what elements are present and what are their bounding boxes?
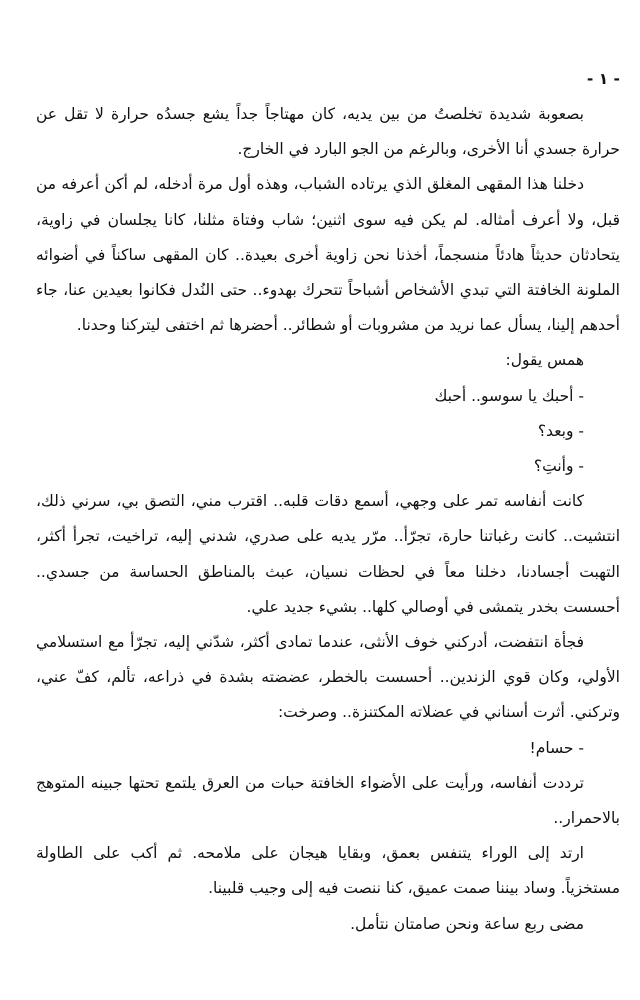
paragraph: دخلنا هذا المقهى المغلق الذي يرتاده الشباب، وهذه أول مرة أدخله، لم أكن أعرفه من قبل، ولا أعرف أمثاله. لم يكن فيه سوى اثنين؛ شاب وفتاة مثلنا، كانا يجلسان في زاوية، يتحادثان حديثاً هادئاً منسجماً، أخذنا نحن زاوية أخرى بعيدة.. كان المقهى ساكناً في أضوائه الملونة الخافتة التي تبدي الأشخاص أشباحاً تتحرك بهدوء.. حتى النُدل فكانوا بعيدين عنا، جاء أحدهم إلينا، يسأل عما نريد من مشروبات أو شطائر.. أحضرها ثم اختفى ليتركنا وحدنا. <box>36 175 620 335</box>
dialogue-line: - وأنتِ؟ <box>533 457 584 476</box>
dialogue-line: همس يقول: <box>505 351 584 370</box>
paragraph: ترددت أنفاسه، ورأيت على الأضواء الخافتة حبات من العرق يلتمع تحتها جبينه المتوهج بالاحمرار.. <box>36 773 620 828</box>
page-number: - ١ - <box>586 70 620 88</box>
dialogue-line: - حسام! <box>529 738 584 757</box>
paragraph: ارتد إلى الوراء يتنفس بعمق، وبقايا هيجان على ملامحه. ثم أكب على الطاولة مستخزياً. وساد بيننا صمت عميق، كنا ننصت فيه إلى وجيب قلبينا. <box>36 844 620 898</box>
paragraph: بصعوبة شديدة تخلصتُ من بين يديه، كان مهتاجاً جداً يشع جسدُه حرارة لا تقل عن حرارة جسدي أنا الأخرى، وبالرغم من الجو البارد في الخارج. <box>36 105 620 159</box>
dialogue-line: - أحبك يا سوسو.. أحبك <box>434 386 584 405</box>
paragraph: فجأة انتفضت، أدركني خوف الأنثى، عندما تمادى أكثر، شدّني إليه، تجرّأ مع استسلامي الأولي، وكان قوي الزندين.. أحسست بالخطر، عضضته بشدة في ذراعه، تألم، كفّ عني، وتركني. أثرت أسناني في عضلاته المكتنزة.. وصرخت: <box>36 633 620 722</box>
dialogue-line: مضى ربع ساعة ونحن صامتان نتأمل. <box>350 914 584 933</box>
document-page <box>36 62 620 942</box>
paragraph: كانت أنفاسه تمر على وجهي، أسمع دقات قلبه.. اقترب مني، التصق بي، سرني ذلك، انتشيت.. كانت رغباتنا حارة، تجرّأ.. مرّر يديه على صدري، شدني إليه، تراخيت، تجرأ أكثر، التهبت أجسادنا، دخلنا معاً في لحظات نسيان، عبث بالمناطق الحساسة من جسدي.. أحسست بخدر يتمشى في أوصالي كلها.. بشيء جديد علي. <box>36 492 620 616</box>
dialogue-line: - وبعد؟ <box>537 421 584 440</box>
